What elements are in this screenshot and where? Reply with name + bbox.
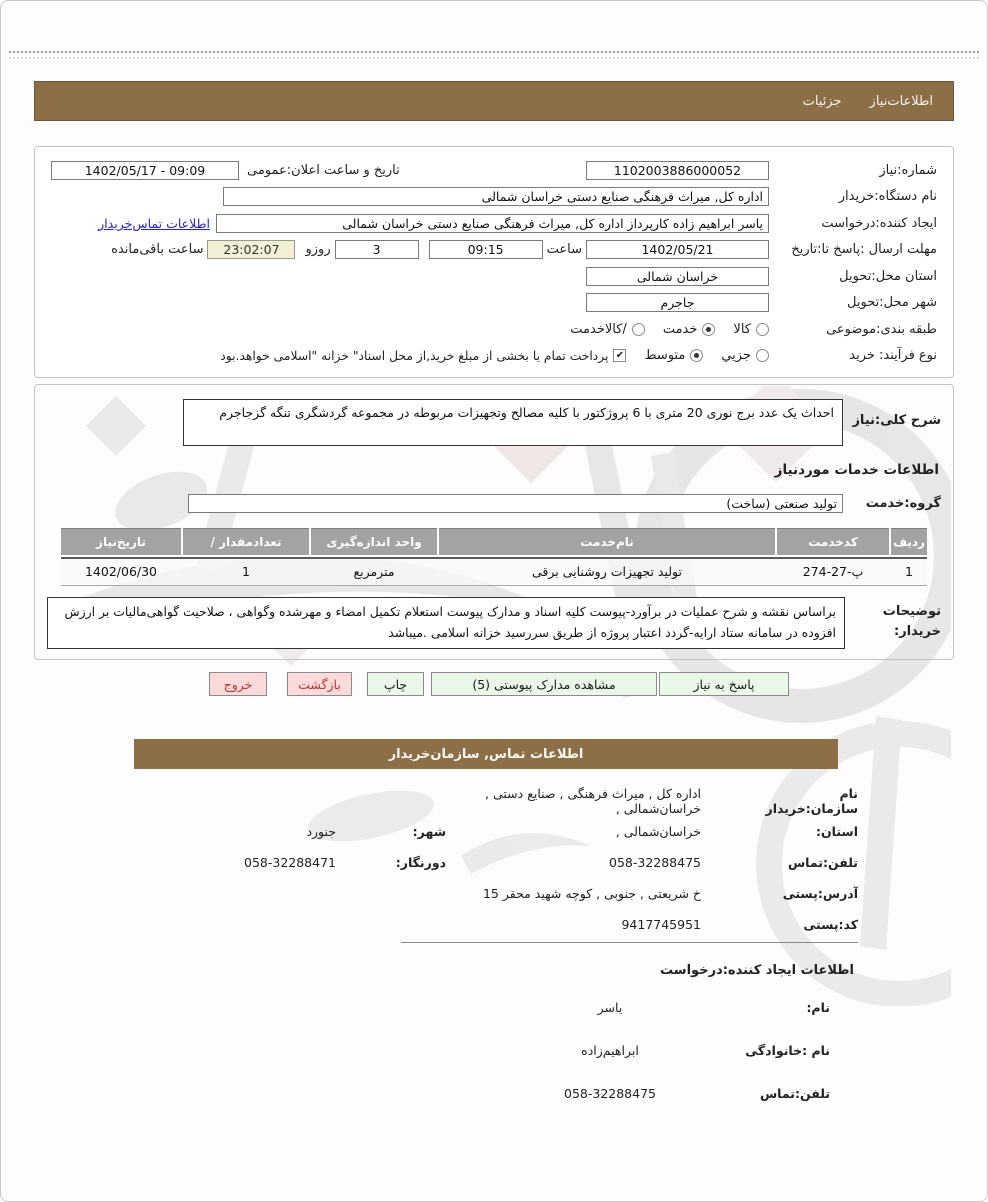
col-service-code: کدخدمت bbox=[777, 528, 889, 555]
announce-label: تاریخ و ساعت اعلان:عمومی bbox=[247, 162, 400, 178]
exit-button[interactable]: خروج bbox=[209, 672, 267, 696]
creator-last-name-label: نام :خانوادگی bbox=[745, 1043, 830, 1058]
buyer-contact-link[interactable]: اطلاعات تماس‌خریدار bbox=[98, 215, 210, 231]
radio-minor-label: جزیي bbox=[721, 348, 751, 364]
cell-service-name: تولید تجهیزات روشنایی برقی bbox=[531, 564, 682, 579]
request-creator-label: ایجاد کننده:درخواست bbox=[821, 215, 937, 231]
service-group-input[interactable] bbox=[188, 494, 843, 513]
row-service-group bbox=[47, 494, 941, 513]
buyer-notes-label-line1: توضیحات bbox=[882, 604, 941, 619]
respond-to-need-button[interactable]: پاسخ به نیاز bbox=[659, 672, 789, 696]
print-button[interactable]: چاپ bbox=[367, 672, 424, 696]
need-description-textarea[interactable]: احداث یک عدد برج نوری 20 متری با 6 پروژکتور با کلیه مصالح وتجهیزات مربوطه در مجموعه گردشگری تنگه گزجاجرم bbox=[183, 399, 843, 446]
col-row-number: ردیف bbox=[891, 528, 927, 555]
dotted-separator bbox=[9, 51, 979, 53]
need-number-label: شماره:نیاز bbox=[879, 162, 937, 178]
service-group-label: گروه:خدمت bbox=[865, 496, 941, 511]
back-button[interactable]: بازگشت bbox=[287, 672, 352, 696]
org-address-value: خ شریعتی , جنوبی , کوچه شهید محقر 15 bbox=[482, 886, 701, 901]
row-org-phone-fax bbox=[132, 849, 858, 876]
org-city-label: شهر: bbox=[412, 824, 446, 839]
org-name-label: نام سازمان:خریدار bbox=[765, 785, 858, 816]
org-province-value: خراسان‌شمالی , bbox=[615, 824, 701, 839]
cell-service-code: پ-27-274 bbox=[802, 564, 864, 579]
required-services-header: اطلاعات خدمات موردنیاز bbox=[774, 462, 939, 478]
creator-first-name-label: نام: bbox=[806, 1000, 830, 1015]
row-creator-phone bbox=[398, 1080, 856, 1107]
col-unit: واحد اندازه‌گیری bbox=[311, 528, 437, 555]
org-province-label: استان: bbox=[815, 824, 858, 839]
creator-phone-value: 058-32288475 bbox=[564, 1086, 656, 1101]
radio-medium-label: متوسط bbox=[644, 348, 686, 364]
services-panel bbox=[34, 384, 954, 660]
request-creator-header: اطلاعات ایجاد کننده:درخواست bbox=[660, 963, 854, 978]
tab-need-information[interactable]: اطلاعات‌نیاز bbox=[869, 93, 933, 109]
request-creator-input[interactable] bbox=[216, 214, 769, 233]
radio-goods[interactable] bbox=[756, 323, 769, 336]
services-table-header bbox=[61, 528, 927, 557]
org-fax-label: دورنگار: bbox=[395, 855, 446, 870]
creator-last-name-value: ابراهیم‌زاده bbox=[581, 1043, 639, 1058]
org-phone-label: تلفن:تماس bbox=[787, 855, 858, 870]
deadline-label: مهلت ارسال :پاسخ تا:تاریخ bbox=[791, 242, 937, 258]
row-creator-last-name bbox=[398, 1037, 856, 1064]
delivery-province-input[interactable] bbox=[586, 267, 769, 286]
col-service-name: نام‌خدمت bbox=[439, 528, 775, 555]
classification-option-service[interactable] bbox=[663, 322, 716, 337]
services-table bbox=[61, 528, 927, 586]
need-description-label: شرح کلی:نیاز bbox=[852, 413, 941, 428]
process-option-minor[interactable] bbox=[721, 348, 769, 363]
row-org-province-city bbox=[132, 818, 858, 845]
org-postal-code-label: کد:پستی bbox=[803, 917, 858, 932]
org-phone-value: 058-32288475 bbox=[609, 855, 701, 870]
request-creator-section bbox=[398, 963, 858, 1107]
org-contact-header-bar bbox=[134, 739, 838, 769]
deadline-hour-label: ساعت bbox=[546, 242, 582, 258]
device-name-input[interactable] bbox=[223, 187, 769, 206]
cell-quantity: 1 bbox=[242, 564, 250, 579]
delivery-city-input[interactable] bbox=[586, 293, 769, 312]
row-buyer-notes bbox=[47, 597, 941, 649]
buyer-notes-label-line2: خریدار: bbox=[894, 624, 941, 640]
row-device-name bbox=[51, 184, 937, 211]
buyer-notes-label bbox=[845, 597, 941, 642]
device-name-label: نام دستگاه:خریدار bbox=[838, 189, 937, 205]
row-process-type bbox=[51, 343, 937, 370]
classification-option-goods-service[interactable] bbox=[570, 322, 645, 337]
row-need-description bbox=[47, 399, 941, 446]
delivery-province-label: استان محل:تحویل bbox=[839, 268, 937, 284]
deadline-days-label: روزو bbox=[305, 242, 331, 258]
radio-medium[interactable] bbox=[690, 349, 703, 362]
process-option-medium[interactable] bbox=[644, 348, 703, 363]
col-quantity: تعدادمقدار / bbox=[183, 528, 309, 555]
org-postal-code-value: 9417745951 bbox=[621, 917, 701, 932]
buyer-notes-textarea[interactable]: براساس نقشه و شرح عملیات در برآورد-پیوست کلیه اسناد و مدارک پیوست استعلام تکمیل امضاء و مهرشده وگواهی ، صلاحیت گواهی‌مالیات بر ارزش افزوده در سامانه ستاد ارایه-گردد اعتبار پروژه از طریق سررسید خزانه اسلامی .میباشد bbox=[47, 597, 845, 649]
creator-phone-label: تلفن:تماس bbox=[759, 1086, 830, 1101]
tab-details[interactable]: جزئیات bbox=[802, 93, 842, 109]
remaining-time-label: ساعت باقی‌مانده bbox=[111, 242, 204, 258]
radio-minor[interactable] bbox=[756, 349, 769, 362]
row-need-number bbox=[51, 157, 937, 184]
cell-unit: مترمربع bbox=[353, 564, 395, 579]
delivery-city-label: شهر محل:تحویل bbox=[847, 295, 937, 311]
classification-label: طبقه بندی:موضوعی bbox=[826, 321, 937, 337]
row-delivery-city bbox=[51, 290, 937, 317]
org-fax-value: 058-32288471 bbox=[244, 855, 336, 870]
col-need-date: تاریخ‌نیاز bbox=[61, 528, 181, 555]
cell-row-number: 1 bbox=[905, 564, 913, 579]
row-deadline bbox=[51, 237, 937, 264]
row-creator-first-name bbox=[398, 994, 856, 1021]
table-row bbox=[61, 557, 927, 586]
announce-datetime-input[interactable] bbox=[51, 161, 239, 180]
section-divider bbox=[401, 942, 858, 943]
radio-goods-service-label: /کالاخدمت bbox=[570, 321, 627, 337]
deadline-days-input[interactable] bbox=[335, 240, 419, 259]
need-info-panel bbox=[34, 146, 954, 378]
deadline-hour-input[interactable] bbox=[429, 240, 543, 259]
action-buttons bbox=[34, 672, 954, 696]
deadline-date-input[interactable] bbox=[586, 240, 769, 259]
dotted-separator-2 bbox=[9, 57, 979, 59]
row-org-name bbox=[132, 787, 858, 814]
radio-service[interactable] bbox=[702, 323, 715, 336]
classification-option-goods[interactable] bbox=[733, 322, 769, 337]
row-classification bbox=[51, 316, 937, 343]
radio-goods-service[interactable] bbox=[632, 323, 645, 336]
org-city-value: جنورد bbox=[306, 824, 336, 839]
treasury-payment-label: پرداخت تمام یا بخشی از مبلغ خرید,از محل اسناد" خزانه "اسلامی خواهد.بود bbox=[220, 348, 609, 363]
row-request-creator bbox=[51, 210, 937, 237]
remaining-time-value: 23:02:07 bbox=[207, 240, 295, 259]
radio-service-label: خدمت bbox=[662, 321, 698, 337]
view-attached-docs-button[interactable]: مشاهده مدارک پیوستی (5) bbox=[431, 672, 657, 696]
top-menu-bar bbox=[34, 81, 954, 121]
treasury-payment-checkbox[interactable]: ✔ bbox=[613, 349, 626, 362]
org-address-label: آدرس:پستی bbox=[782, 886, 858, 901]
need-number-input[interactable] bbox=[586, 161, 769, 180]
row-org-postal-code bbox=[132, 911, 858, 938]
creator-first-name-value: یاسر bbox=[597, 1000, 623, 1015]
cell-need-date: 1402/06/30 bbox=[84, 564, 158, 579]
row-org-address bbox=[132, 880, 858, 907]
treasury-payment-option[interactable] bbox=[220, 349, 626, 363]
org-contact-header: اطلاعات تماس, سازمان‌خریدار bbox=[388, 746, 584, 762]
row-delivery-province bbox=[51, 263, 937, 290]
process-type-label: نوع فرآیند: خرید bbox=[849, 348, 937, 364]
org-contact-section bbox=[132, 787, 858, 942]
radio-goods-label: کالا bbox=[733, 321, 751, 337]
org-name-value: اداره کل , میراث فرهنگی , صنایع دستی , خراسان‌شمالی , bbox=[485, 785, 701, 816]
